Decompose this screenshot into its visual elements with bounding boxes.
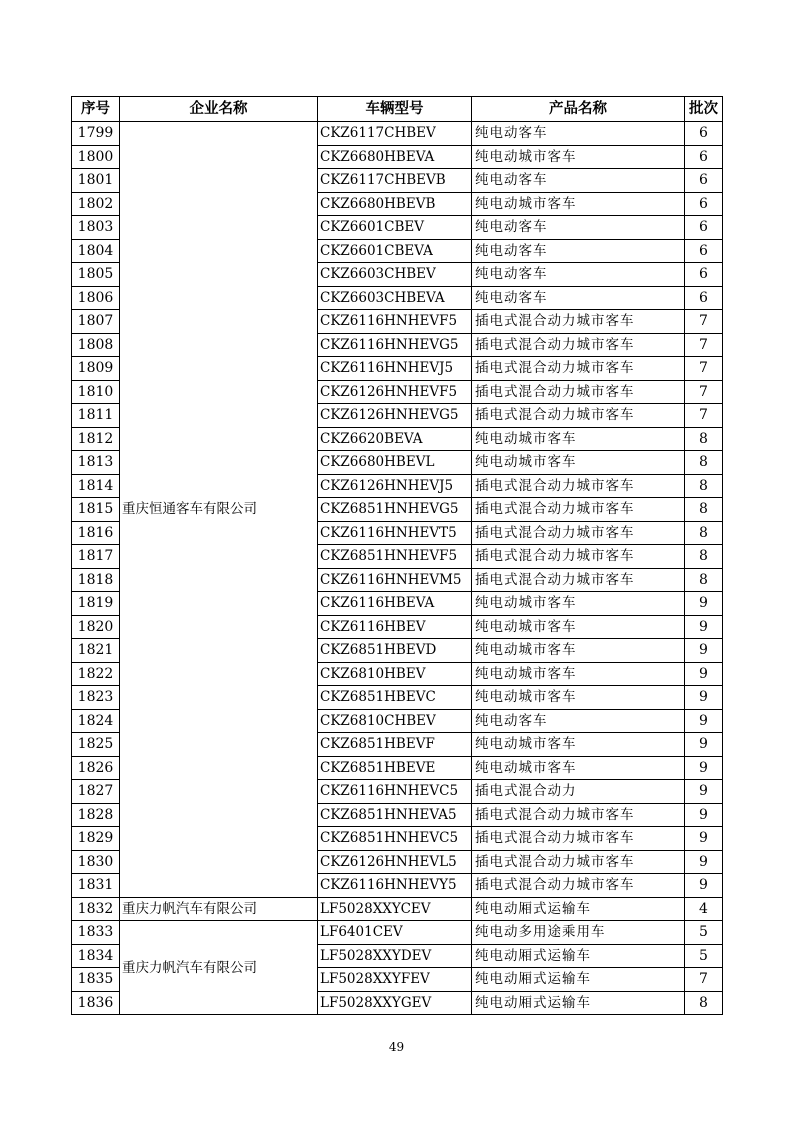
cell-batch: 9 — [685, 803, 723, 827]
cell-product: 插电式混合动力城市客车 — [472, 380, 685, 404]
cell-product: 插电式混合动力城市客车 — [472, 474, 685, 498]
cell-product: 插电式混合动力城市客车 — [472, 333, 685, 357]
cell-batch: 7 — [685, 310, 723, 334]
cell-seq: 1817 — [72, 545, 120, 569]
cell-model: CKZ6117CHBEV — [318, 122, 472, 146]
table-body — [72, 122, 723, 1015]
cell-product: 纯电动厢式运输车 — [472, 991, 685, 1015]
cell-seq: 1818 — [72, 568, 120, 592]
cell-seq: 1816 — [72, 521, 120, 545]
cell-batch: 6 — [685, 216, 723, 240]
cell-model: CKZ6117CHBEVB — [318, 169, 472, 193]
cell-company: 重庆力帆汽车有限公司 — [120, 897, 318, 921]
cell-batch: 9 — [685, 639, 723, 663]
cell-model: CKZ6851HNHEVG5 — [318, 498, 472, 522]
cell-model: CKZ6601CBEVA — [318, 239, 472, 263]
cell-product: 插电式混合动力城市客车 — [472, 498, 685, 522]
cell-model: CKZ6116HNHEVF5 — [318, 310, 472, 334]
cell-seq: 1833 — [72, 921, 120, 945]
cell-product: 插电式混合动力 — [472, 780, 685, 804]
cell-batch: 9 — [685, 850, 723, 874]
cell-product: 纯电动城市客车 — [472, 756, 685, 780]
cell-model: CKZ6851HNHEVA5 — [318, 803, 472, 827]
cell-seq: 1814 — [72, 474, 120, 498]
cell-batch: 9 — [685, 592, 723, 616]
cell-model: LF5028XXYFEV — [318, 968, 472, 992]
cell-batch: 9 — [685, 874, 723, 898]
cell-model: CKZ6851HBEVD — [318, 639, 472, 663]
cell-product: 纯电动厢式运输车 — [472, 944, 685, 968]
cell-product: 纯电动城市客车 — [472, 592, 685, 616]
cell-seq: 1810 — [72, 380, 120, 404]
cell-seq: 1812 — [72, 427, 120, 451]
cell-batch: 7 — [685, 333, 723, 357]
cell-model: CKZ6680HBEVA — [318, 145, 472, 169]
cell-seq: 1806 — [72, 286, 120, 310]
cell-model: CKZ6116HNHEVY5 — [318, 874, 472, 898]
cell-product: 纯电动多用途乘用车 — [472, 921, 685, 945]
cell-product: 插电式混合动力城市客车 — [472, 521, 685, 545]
cell-seq: 1803 — [72, 216, 120, 240]
cell-product: 纯电动厢式运输车 — [472, 897, 685, 921]
cell-product: 纯电动城市客车 — [472, 639, 685, 663]
cell-batch: 9 — [685, 709, 723, 733]
cell-seq: 1800 — [72, 145, 120, 169]
cell-product: 纯电动城市客车 — [472, 662, 685, 686]
cell-model: CKZ6620BEVA — [318, 427, 472, 451]
cell-model: CKZ6680HBEVL — [318, 451, 472, 475]
cell-product: 插电式混合动力城市客车 — [472, 404, 685, 428]
cell-product: 插电式混合动力城市客车 — [472, 310, 685, 334]
cell-seq: 1830 — [72, 850, 120, 874]
cell-product: 插电式混合动力城市客车 — [472, 803, 685, 827]
cell-seq: 1802 — [72, 192, 120, 216]
cell-batch: 9 — [685, 615, 723, 639]
cell-seq: 1825 — [72, 733, 120, 757]
cell-batch: 9 — [685, 780, 723, 804]
cell-company: 重庆力帆汽车有限公司 — [120, 921, 318, 1015]
cell-model: CKZ6116HNHEVJ5 — [318, 357, 472, 381]
cell-model: CKZ6116HNHEVT5 — [318, 521, 472, 545]
cell-model: LF5028XXYGEV — [318, 991, 472, 1015]
cell-product: 纯电动城市客车 — [472, 427, 685, 451]
cell-model: CKZ6116HNHEVC5 — [318, 780, 472, 804]
cell-seq: 1820 — [72, 615, 120, 639]
cell-batch: 5 — [685, 944, 723, 968]
cell-batch: 8 — [685, 498, 723, 522]
cell-batch: 6 — [685, 263, 723, 287]
cell-batch: 7 — [685, 357, 723, 381]
cell-model: CKZ6851HNHEVC5 — [318, 827, 472, 851]
cell-product: 纯电动客车 — [472, 286, 685, 310]
cell-model: CKZ6680HBEVB — [318, 192, 472, 216]
cell-product: 纯电动客车 — [472, 216, 685, 240]
cell-model: CKZ6851HNHEVF5 — [318, 545, 472, 569]
cell-seq: 1832 — [72, 897, 120, 921]
cell-model: CKZ6603CHBEV — [318, 263, 472, 287]
cell-product: 纯电动客车 — [472, 263, 685, 287]
cell-seq: 1823 — [72, 686, 120, 710]
cell-seq: 1815 — [72, 498, 120, 522]
cell-model: CKZ6116HNHEVM5 — [318, 568, 472, 592]
cell-model: CKZ6116HNHEVG5 — [318, 333, 472, 357]
cell-batch: 7 — [685, 968, 723, 992]
cell-model: LF5028XXYDEV — [318, 944, 472, 968]
cell-product: 插电式混合动力城市客车 — [472, 568, 685, 592]
cell-product: 纯电动城市客车 — [472, 733, 685, 757]
cell-seq: 1808 — [72, 333, 120, 357]
cell-seq: 1801 — [72, 169, 120, 193]
cell-product: 纯电动城市客车 — [472, 145, 685, 169]
cell-seq: 1804 — [72, 239, 120, 263]
header-product: 产品名称 — [472, 97, 685, 122]
cell-product: 纯电动客车 — [472, 169, 685, 193]
vehicle-catalog-table — [71, 96, 723, 1015]
cell-seq: 1822 — [72, 662, 120, 686]
cell-company: 重庆恒通客车有限公司 — [120, 122, 318, 898]
cell-batch: 6 — [685, 169, 723, 193]
cell-batch: 8 — [685, 521, 723, 545]
table-header — [72, 97, 723, 122]
cell-product: 纯电动客车 — [472, 122, 685, 146]
cell-product: 纯电动客车 — [472, 239, 685, 263]
cell-batch: 8 — [685, 474, 723, 498]
cell-batch: 7 — [685, 380, 723, 404]
cell-product: 纯电动城市客车 — [472, 451, 685, 475]
cell-model: CKZ6603CHBEVA — [318, 286, 472, 310]
table-row — [72, 122, 723, 146]
cell-batch: 6 — [685, 122, 723, 146]
cell-batch: 6 — [685, 286, 723, 310]
cell-seq: 1819 — [72, 592, 120, 616]
cell-batch: 8 — [685, 568, 723, 592]
cell-batch: 9 — [685, 662, 723, 686]
cell-seq: 1831 — [72, 874, 120, 898]
table-row — [72, 897, 723, 921]
cell-model: LF6401CEV — [318, 921, 472, 945]
header-batch: 批次 — [685, 97, 723, 122]
cell-product: 纯电动城市客车 — [472, 192, 685, 216]
cell-model: CKZ6126HNHEVJ5 — [318, 474, 472, 498]
header-company: 企业名称 — [120, 97, 318, 122]
cell-model: CKZ6810CHBEV — [318, 709, 472, 733]
cell-model: CKZ6851HBEVF — [318, 733, 472, 757]
header-row — [72, 97, 723, 122]
cell-batch: 4 — [685, 897, 723, 921]
cell-seq: 1799 — [72, 122, 120, 146]
cell-product: 插电式混合动力城市客车 — [472, 357, 685, 381]
cell-product: 纯电动城市客车 — [472, 686, 685, 710]
cell-seq: 1809 — [72, 357, 120, 381]
cell-batch: 9 — [685, 756, 723, 780]
cell-model: CKZ6851HBEVC — [318, 686, 472, 710]
cell-batch: 6 — [685, 192, 723, 216]
cell-batch: 8 — [685, 451, 723, 475]
cell-seq: 1836 — [72, 991, 120, 1015]
cell-model: LF5028XXYCEV — [318, 897, 472, 921]
cell-product: 插电式混合动力城市客车 — [472, 545, 685, 569]
cell-seq: 1807 — [72, 310, 120, 334]
cell-seq: 1813 — [72, 451, 120, 475]
cell-product: 插电式混合动力城市客车 — [472, 827, 685, 851]
cell-model: CKZ6810HBEV — [318, 662, 472, 686]
cell-seq: 1826 — [72, 756, 120, 780]
cell-batch: 7 — [685, 404, 723, 428]
cell-product: 纯电动厢式运输车 — [472, 968, 685, 992]
cell-seq: 1835 — [72, 968, 120, 992]
cell-product: 插电式混合动力城市客车 — [472, 874, 685, 898]
cell-model: CKZ6126HNHEVL5 — [318, 850, 472, 874]
cell-seq: 1824 — [72, 709, 120, 733]
cell-batch: 8 — [685, 545, 723, 569]
header-model: 车辆型号 — [318, 97, 472, 122]
cell-batch: 9 — [685, 733, 723, 757]
cell-product: 纯电动客车 — [472, 709, 685, 733]
cell-model: CKZ6116HBEV — [318, 615, 472, 639]
cell-model: CKZ6601CBEV — [318, 216, 472, 240]
cell-seq: 1834 — [72, 944, 120, 968]
cell-batch: 9 — [685, 827, 723, 851]
cell-batch: 9 — [685, 686, 723, 710]
cell-batch: 8 — [685, 427, 723, 451]
cell-seq: 1811 — [72, 404, 120, 428]
cell-product: 纯电动城市客车 — [472, 615, 685, 639]
cell-model: CKZ6126HNHEVF5 — [318, 380, 472, 404]
cell-model: CKZ6126HNHEVG5 — [318, 404, 472, 428]
cell-seq: 1828 — [72, 803, 120, 827]
cell-batch: 6 — [685, 145, 723, 169]
cell-batch: 5 — [685, 921, 723, 945]
cell-model: CKZ6851HBEVE — [318, 756, 472, 780]
cell-seq: 1821 — [72, 639, 120, 663]
page-number: 49 — [388, 1040, 405, 1054]
cell-batch: 8 — [685, 991, 723, 1015]
cell-model: CKZ6116HBEVA — [318, 592, 472, 616]
table-row — [72, 921, 723, 945]
cell-seq: 1805 — [72, 263, 120, 287]
cell-seq: 1827 — [72, 780, 120, 804]
cell-seq: 1829 — [72, 827, 120, 851]
cell-product: 插电式混合动力城市客车 — [472, 850, 685, 874]
header-seq: 序号 — [72, 97, 120, 122]
cell-batch: 6 — [685, 239, 723, 263]
